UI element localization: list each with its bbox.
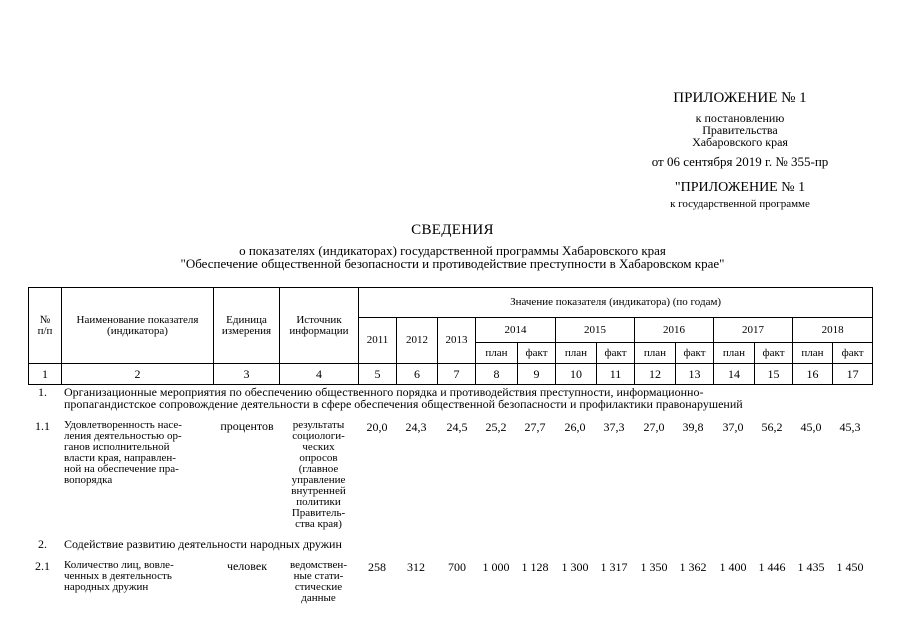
- column-number: 9: [518, 364, 556, 385]
- row-1-1-source: [279, 420, 358, 530]
- row-1-1-source-line: политики: [296, 496, 341, 508]
- row-1-1-value-2018-plan: 45,0: [800, 420, 822, 434]
- row-2-1-value-2014-fact: 1 128: [521, 560, 549, 574]
- header-fact: факт: [833, 343, 873, 364]
- appendix-title: ПРИЛОЖЕНИЕ № 1: [673, 90, 807, 106]
- row-1-1-source-line: социологи-: [292, 430, 345, 442]
- row-1-1-source-line: результаты: [292, 419, 345, 431]
- header-year-2012: 2012: [397, 318, 438, 364]
- row-2-1-value-2013: 700: [448, 560, 466, 574]
- row-1-1-value-2016-plan: 27,0: [643, 420, 665, 434]
- header-plan: план: [793, 343, 833, 364]
- section-2-title-line-1: Содействие развитию деятельности народных дружин: [64, 537, 342, 551]
- column-number: 8: [476, 364, 518, 385]
- row-1-1-unit: процентов: [220, 419, 274, 433]
- header-year-2014: 2014: [476, 318, 556, 343]
- row-2-1-value-2018-fact: 1 450: [836, 560, 864, 574]
- row-1-1-value-2018-fact: 45,3: [839, 420, 861, 434]
- header-year-2013: 2013: [438, 318, 476, 364]
- column-number: 4: [280, 364, 359, 385]
- row-1-1-value-2015-plan: 26,0: [564, 420, 586, 434]
- row-1-1-value-2011: 20,0: [366, 420, 388, 434]
- row-1-1-value-2015-fact: 37,3: [603, 420, 625, 434]
- header-year-2017: 2017: [714, 318, 793, 343]
- column-number: 10: [556, 364, 597, 385]
- row-1-1-source-line: управление: [291, 474, 346, 486]
- row-1-1-source-line: (главное: [298, 463, 339, 475]
- program-appendix-subtitle: к государственной программе: [670, 198, 810, 210]
- row-2-1-source: [279, 560, 358, 604]
- column-number: 15: [755, 364, 793, 385]
- column-number: 12: [635, 364, 676, 385]
- document-subtitle-line-2: "Обеспечение общественной безопасности и противодействие преступности в Хабаровском крае": [180, 256, 725, 271]
- column-number: 16: [793, 364, 833, 385]
- row-2-1-name-line: Количество лиц, вовле-: [64, 559, 174, 571]
- row-1-1-source-line: ческих: [302, 441, 335, 453]
- column-number: 13: [676, 364, 714, 385]
- row-2-1-name: [64, 560, 214, 593]
- row-2-1-source-line: ные стати-: [293, 570, 344, 582]
- column-number: 3: [214, 364, 280, 385]
- row-2-1-name-line: ченных в деятельность: [64, 570, 172, 582]
- header-plan: план: [476, 343, 518, 364]
- row-1-1-name-line: вопорядка: [64, 474, 113, 486]
- header-fact: факт: [755, 343, 793, 364]
- header-col-number: № п/п: [29, 288, 62, 364]
- decree-line-3: Хабаровского края: [692, 135, 788, 149]
- decree-date: от 06 сентября 2019 г. № 355-пр: [651, 154, 829, 169]
- row-1-1-name-line: ганов исполнительной: [64, 441, 170, 453]
- decree-line-2: Правительства: [702, 123, 778, 137]
- row-2-1-source-line: ведомствен-: [290, 559, 347, 571]
- section-2-number: 2.: [38, 537, 47, 551]
- row-1-1-name-line: власти края, направлен-: [64, 452, 176, 464]
- header-fact: факт: [597, 343, 635, 364]
- row-1-1-value-2014-plan: 25,2: [485, 420, 507, 434]
- row-2-1-unit: человек: [226, 559, 268, 573]
- row-1-1-name: [64, 420, 214, 486]
- program-appendix-title: "ПРИЛОЖЕНИЕ № 1: [674, 180, 806, 195]
- row-2-1-value-2015-fact: 1 317: [600, 560, 628, 574]
- row-1-1-number: 1.1: [35, 419, 50, 433]
- row-1-1-name-line: ной на обеспечение пра-: [64, 463, 179, 475]
- header-col-unit: Единица измерения: [214, 288, 280, 364]
- row-1-1-source-line: Правитель-: [291, 507, 346, 519]
- row-1-1-value-2017-fact: 56,2: [761, 420, 783, 434]
- row-2-1-number: 2.1: [35, 559, 50, 573]
- column-number: 11: [597, 364, 635, 385]
- row-2-1-value-2017-plan: 1 400: [719, 560, 747, 574]
- row-1-1-value-2016-fact: 39,8: [682, 420, 704, 434]
- section-1-title-line-1: Организационные мероприятия по обеспечению общественного порядка и противодействия преступности, информационно-: [64, 385, 704, 399]
- indicators-table-header: [28, 287, 873, 385]
- row-1-1-value-2012: 24,3: [405, 420, 427, 434]
- row-2-1-source-line: стические: [294, 581, 343, 593]
- header-plan: план: [635, 343, 676, 364]
- column-number: 7: [438, 364, 476, 385]
- header-col-name: Наименование показателя (индикатора): [62, 288, 214, 364]
- row-1-1-value-2013: 24,5: [446, 420, 468, 434]
- row-2-1-value-2015-plan: 1 300: [561, 560, 589, 574]
- row-1-1-value-2017-plan: 37,0: [722, 420, 744, 434]
- column-number: 6: [397, 364, 438, 385]
- row-1-1-source-line: ства края): [295, 518, 342, 530]
- header-year-2015: 2015: [556, 318, 635, 343]
- row-2-1-value-2016-plan: 1 350: [640, 560, 668, 574]
- row-1-1-name-line: ления деятельностью ор-: [64, 430, 182, 442]
- section-1-number: 1.: [38, 385, 47, 399]
- header-col-values: Значение показателя (индикатора) (по годам): [359, 288, 873, 318]
- header-fact: факт: [518, 343, 556, 364]
- header-year-2016: 2016: [635, 318, 714, 343]
- header-col-source: Источник информации: [280, 288, 359, 364]
- section-1-title-line-2: пропагандистское сопровождение деятельности в сфере обеспечения общественной безопасности и профилактики правонарушений: [64, 397, 743, 411]
- header-fact: факт: [676, 343, 714, 364]
- row-2-1-value-2017-fact: 1 446: [758, 560, 786, 574]
- row-1-1-name-line: Удовлетворенность насе-: [64, 419, 182, 431]
- document-subtitle-line-1: о показателях (индикаторах) государственной программы Хабаровского края: [239, 243, 666, 258]
- header-year-2018: 2018: [793, 318, 873, 343]
- column-numbers-row: [29, 364, 873, 385]
- document-title: СВЕДЕНИЯ: [411, 222, 494, 238]
- header-year-2011: 2011: [359, 318, 397, 364]
- row-2-1-value-2016-fact: 1 362: [679, 560, 707, 574]
- row-2-1-value-2014-plan: 1 000: [482, 560, 510, 574]
- row-1-1-source-line: внутренней: [291, 485, 346, 497]
- row-1-1-source-line: опросов: [299, 452, 338, 464]
- row-2-1-source-line: данные: [301, 592, 336, 604]
- row-2-1-name-line: народных дружин: [64, 581, 149, 593]
- row-2-1-value-2012: 312: [407, 560, 425, 574]
- row-2-1-value-2018-plan: 1 435: [797, 560, 825, 574]
- column-number: 1: [29, 364, 62, 385]
- column-number: 14: [714, 364, 755, 385]
- row-2-1-value-2011: 258: [368, 560, 386, 574]
- decree-line-1: к постановлению: [695, 111, 785, 125]
- column-number: 5: [359, 364, 397, 385]
- row-1-1-value-2014-fact: 27,7: [524, 420, 546, 434]
- header-plan: план: [714, 343, 755, 364]
- column-number: 17: [833, 364, 873, 385]
- column-number: 2: [62, 364, 214, 385]
- header-plan: план: [556, 343, 597, 364]
